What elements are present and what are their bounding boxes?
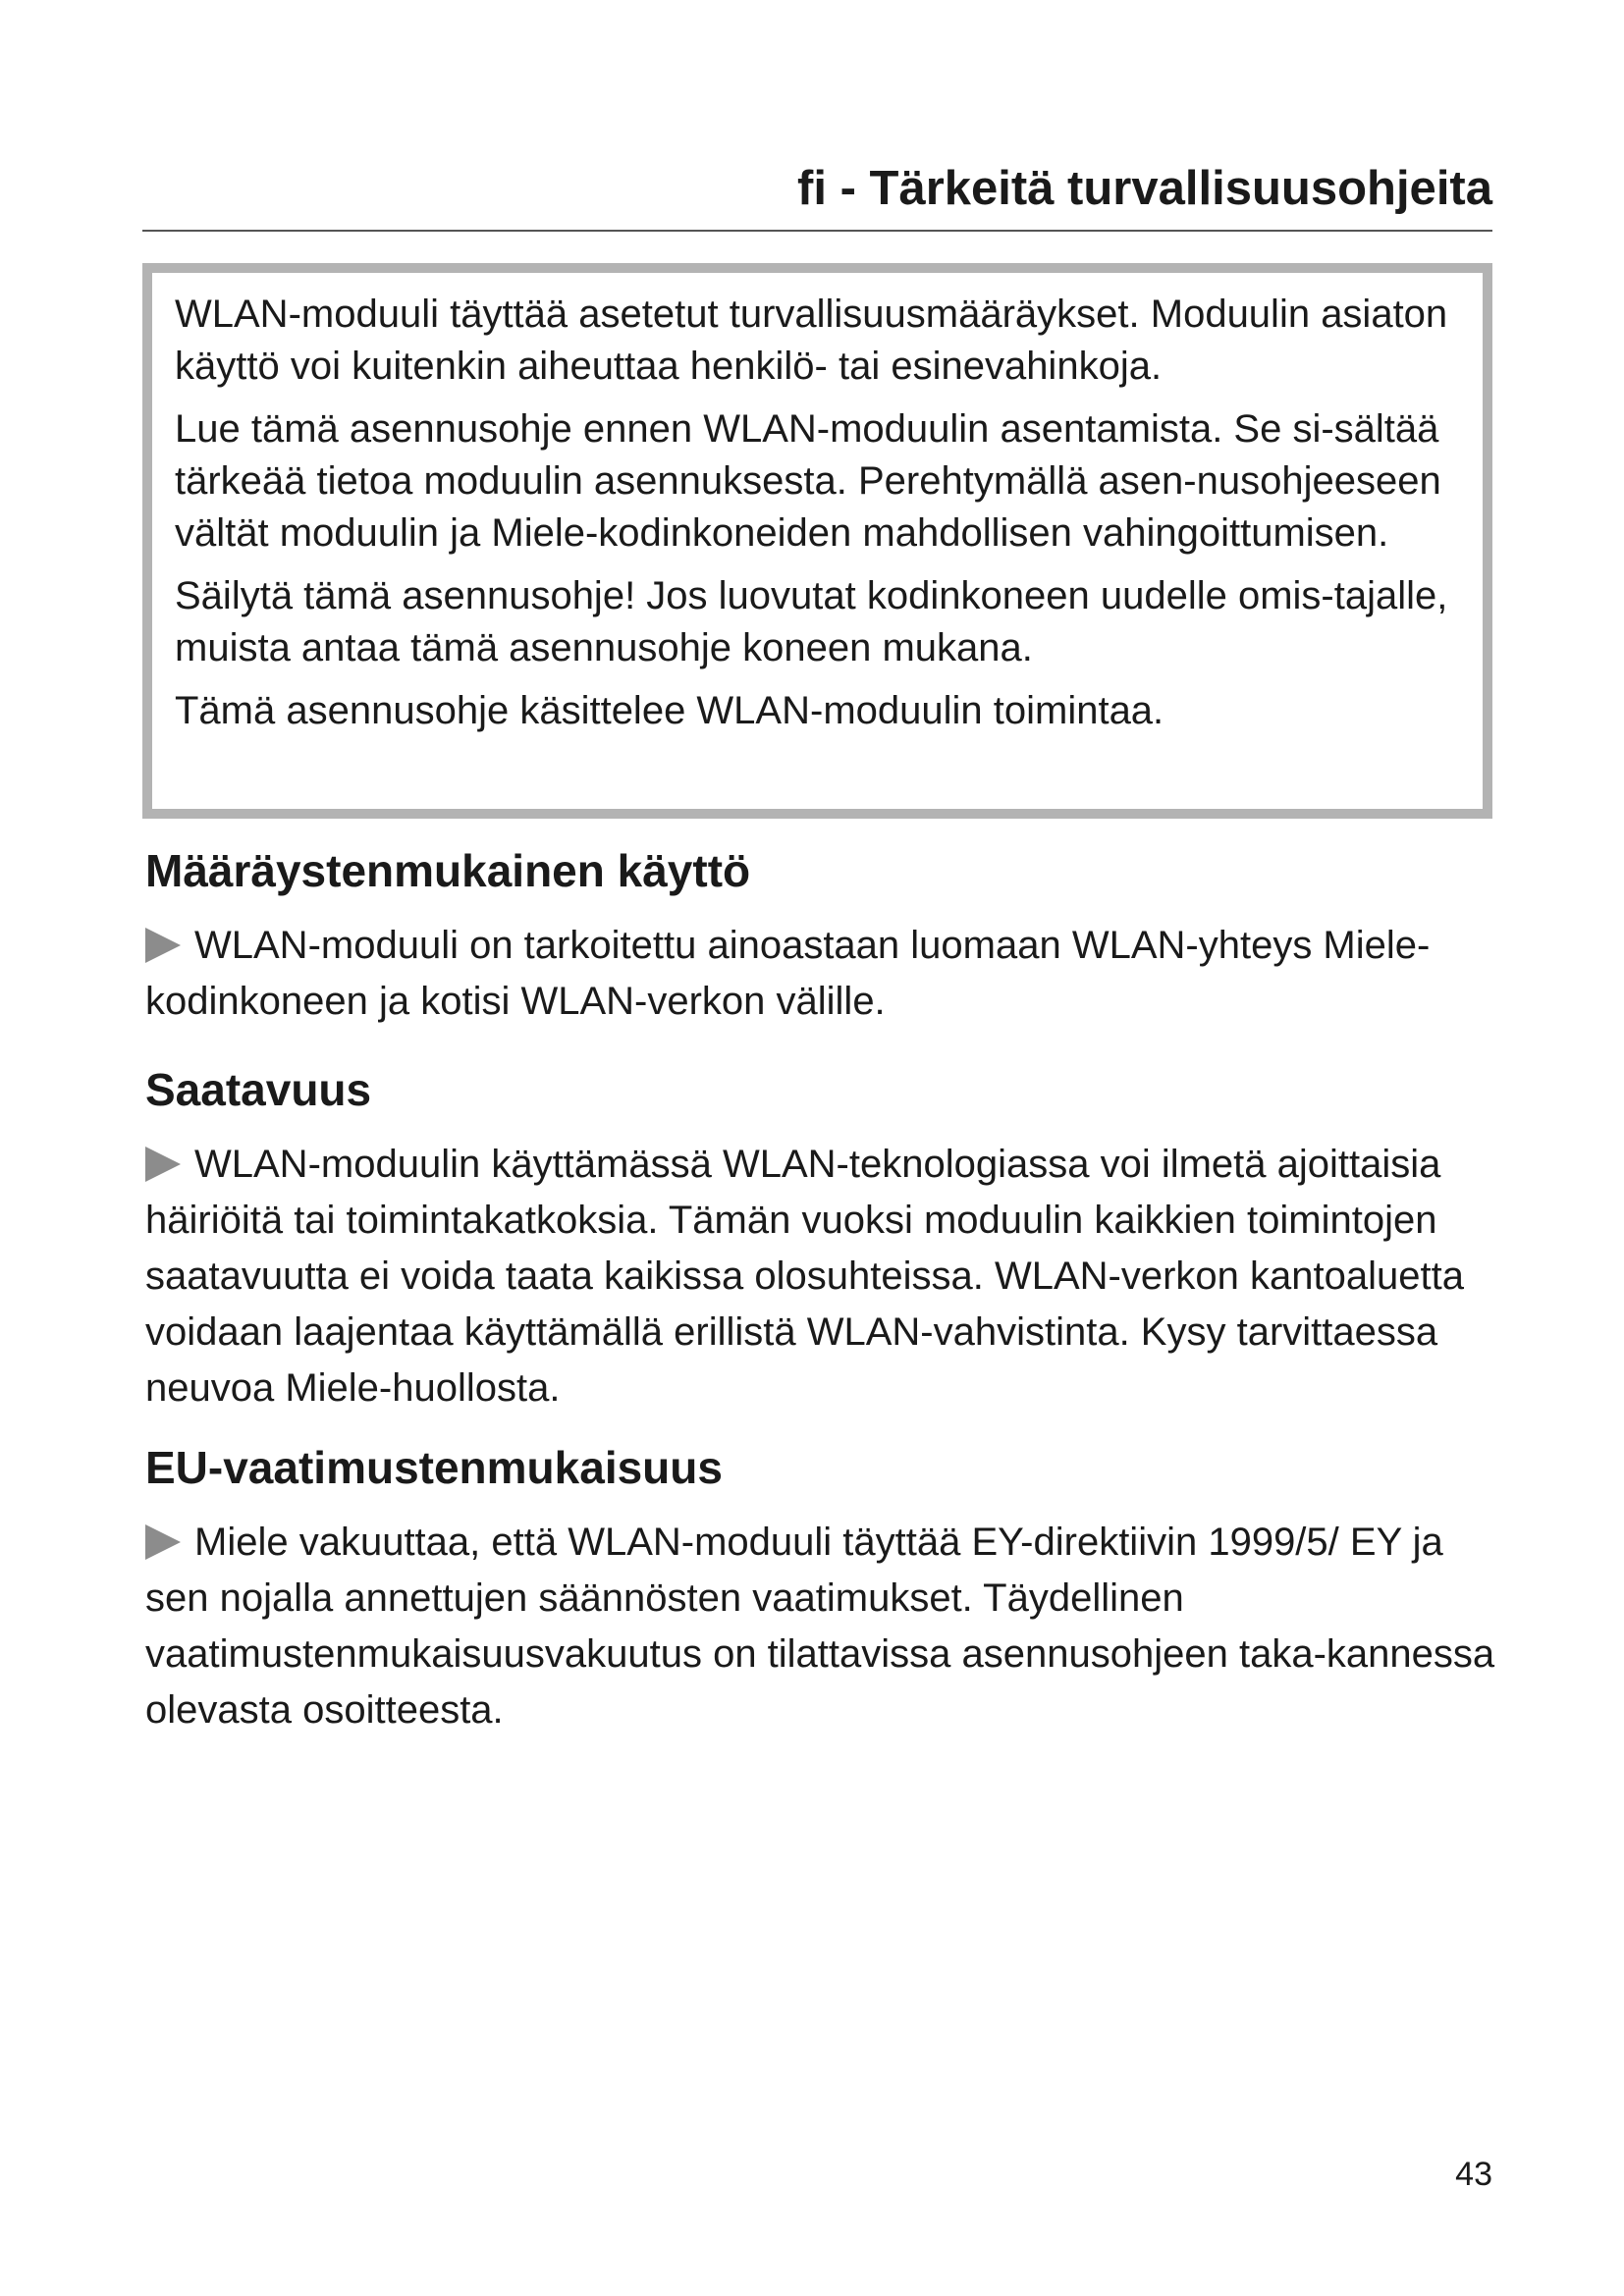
triangle-bullet-icon: [145, 928, 181, 963]
section-availability: [145, 1060, 1500, 1416]
safety-notice-box: [142, 263, 1492, 819]
triangle-bullet-icon: [145, 1524, 181, 1560]
page-title: fi - Tärkeitä turvallisuusohjeita: [797, 162, 1492, 215]
section-heading: Saatavuus: [145, 1064, 372, 1115]
notice-paragraph: Lue tämä asennusohje ennen WLAN-moduulin asentamista. Se si-sältää tärkeää tietoa moduulin asennuksesta. Perehtymällä asen-nusohjeeseen vältät moduulin ja Miele-kodinkoneiden mahdollisen vahingoittumisen.: [175, 407, 1441, 555]
section-body-text: Miele vakuuttaa, että WLAN-moduuli täyttää EY-direktiivin 1999/5/ EY ja sen nojalla annettujen säännösten vaatimukset. Täydellinen vaatimustenmukaisuusvakuutus on tilattavissa asennusohjeen taka-kannessa olevasta osoitteesta.: [145, 1521, 1495, 1732]
section-body-text: WLAN-moduuli on tarkoitettu ainoastaan luomaan WLAN-yhteys Miele-kodinkoneen ja kotisi WLAN-verkon välille.: [145, 924, 1431, 1023]
section-heading: Määräystenmukainen käyttö: [145, 845, 751, 896]
triangle-bullet-icon: [145, 1147, 181, 1182]
page-header: [142, 157, 1492, 232]
section-body: [145, 918, 1500, 1030]
page-number: 43: [1455, 2156, 1492, 2193]
section-body-text: WLAN-moduulin käyttämässä WLAN-teknologiassa voi ilmetä ajoittaisia häiriöitä tai toimintakatkoksia. Tämän vuoksi moduulin kaikkien toimintojen saatavuutta ei voida taata kaikissa olosuhteissa. WLAN-verkon kantoaluetta voidaan laajentaa käyttämällä erillistä WLAN-vahvistinta. Kysy tarvittaessa neuvoa Miele-huollosta.: [145, 1143, 1464, 1410]
section-heading: EU-vaatimustenmukaisuus: [145, 1442, 723, 1493]
section-intended-use: [145, 841, 1500, 1030]
section-eu-conformity: [145, 1438, 1500, 1738]
notice-paragraph: WLAN-moduuli täyttää asetetut turvallisuusmääräykset. Moduulin asiaton käyttö voi kuitenkin aiheuttaa henkilö- tai esinevahinkoja.: [175, 293, 1448, 388]
notice-paragraph: Tämä asennusohje käsittelee WLAN-moduulin toimintaa.: [175, 689, 1164, 732]
section-body: [145, 1515, 1500, 1738]
notice-paragraph: Säilytä tämä asennusohje! Jos luovutat kodinkoneen uudelle omis-tajalle, muista antaa tämä asennusohje koneen mukana.: [175, 574, 1448, 669]
section-body: [145, 1137, 1500, 1416]
